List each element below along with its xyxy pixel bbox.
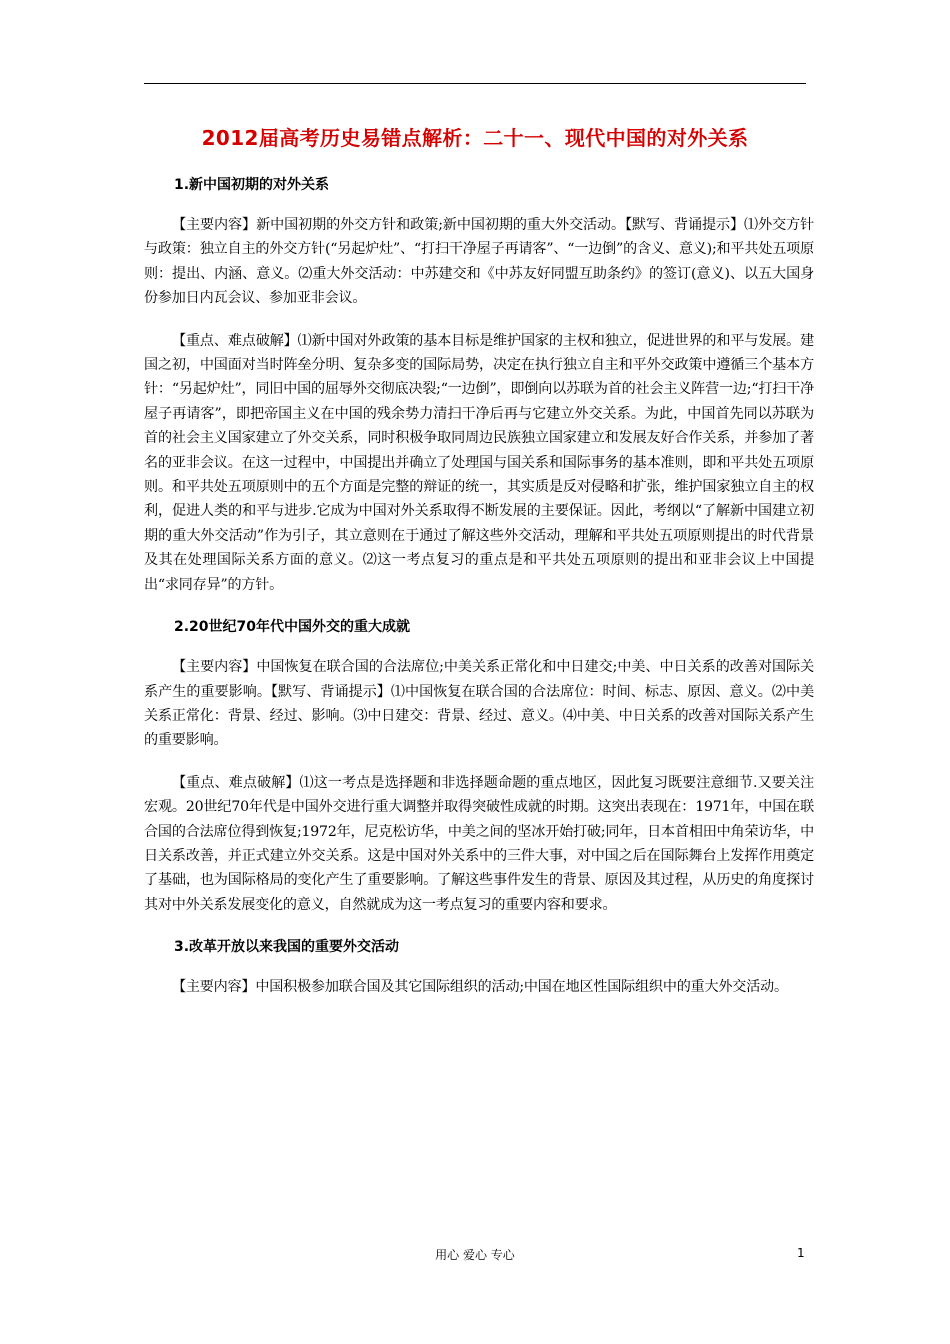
paragraph: 【主要内容】中国积极参加联合国及其它国际组织的活动;中国在地区性国际组织中的重大外交活动。 <box>172 979 788 996</box>
document-title: 2012届高考历史易错点解析：二十一、现代中国的对外关系 <box>201 126 749 150</box>
section-heading: 1.新中国初期的对外关系 <box>174 177 330 193</box>
header-rule <box>144 83 806 84</box>
paragraph: 【主要内容】新中国初期的外交方针和政策;新中国初期的重大外交活动。【默写、背诵提示】⑴外交方针与政策：独立自主的外交方针(“另起炉灶”、“打扫干净屋子再请客”、“一边倒”的含义、意义);和平共处五项原则：提出、内涵、意义。⑵重大外交活动：中苏建交和《中苏友好同盟互助条约》的签订(意义)、以五大国身份参加日内瓦会议、参加亚非会议。 <box>144 217 814 307</box>
document-body <box>144 173 814 1000</box>
paragraph: 【重点、难点破解】⑴这一考点是选择题和非选择题命题的重点地区，因此复习既要注意细节.又要关注宏观。20世纪70年代是中国外交进行重大调整并取得突破性成就的时期。这突出表现在：1971年，中国在联合国的合法席位得到恢复;1972年，尼克松访华，中美之间的坚冰开始打破;同年，日本首相田中角荣访华，中日关系改善，并正式建立外交关系。这是中国对外关系中的三件大事，对中国之后在国际舞台上发挥作用奠定了基础，也为国际格局的变化产生了重要影响。了解这些事件发生的背景、原因及其过程，从历史的角度探讨其对中外关系发展变化的意义，自然就成为这一考点复习的重要内容和要求。 <box>144 774 814 913</box>
paragraph: 【主要内容】中国恢复在联合国的合法席位;中美关系正常化和中日建交;中美、中日关系的改善对国际关系产生的重要影响。【默写、背诵提示】⑴中国恢复在联合国的合法席位：时间、标志、原因、意义。⑵中美关系正常化：背景、经过、影响。⑶中日建交：背景、经过、意义。⑷中美、中日关系的改善对国际关系产生的重要影响。 <box>144 659 814 749</box>
section-heading: 2.20世纪70年代中国外交的重大成就 <box>174 619 411 636</box>
section-heading: 3.改革开放以来我国的重要外交活动 <box>174 939 400 956</box>
page-number: 1 <box>797 1246 805 1260</box>
page-footer: 用心 爱心 专心 <box>435 1248 515 1262</box>
paragraph: 【重点、难点破解】⑴新中国对外政策的基本目标是维护国家的主权和独立，促进世界的和平与发展。建国之初，中国面对当时阵垒分明、复杂多变的国际局势，决定在执行独立自主和平外交政策中遵循三个基本方针：“另起炉灶”，同旧中国的屈辱外交彻底决裂;“一边倒”，即倒向以苏联为首的社会主义阵营一边;“打扫干净屋子再请客”，即把帝国主义在中国的残余势力清扫干净后再与它建立外交关系。为此，中国首先同以苏联为首的社会主义国家建立了外交关系，同时积极争取同周边民族独立国家建立和发展友好合作关系，并参加了著名的亚非会议。在这一过程中，中国提出并确立了处理国与国关系和国际事务的基本准则，即和平共处五项原则。和平共处五项原则中的五个方面是完整的辩证的统一，其实质是反对侵略和扩张，维护国家独立自主的权利，促进人类的和平与进步.它成为中国对外关系取得不断发展的主要保证。因此，考纲以“了解新中国建立初期的重大外交活动”作为引子，其立意则在于通过了解这些外交活动，理解和平共处五项原则提出的时代背景及其在处理国际关系方面的意义。⑵这一考点复习的重点是和平共处五项原则的提出和亚非会议上中国提出“求同存异”的方针。 <box>144 332 814 593</box>
